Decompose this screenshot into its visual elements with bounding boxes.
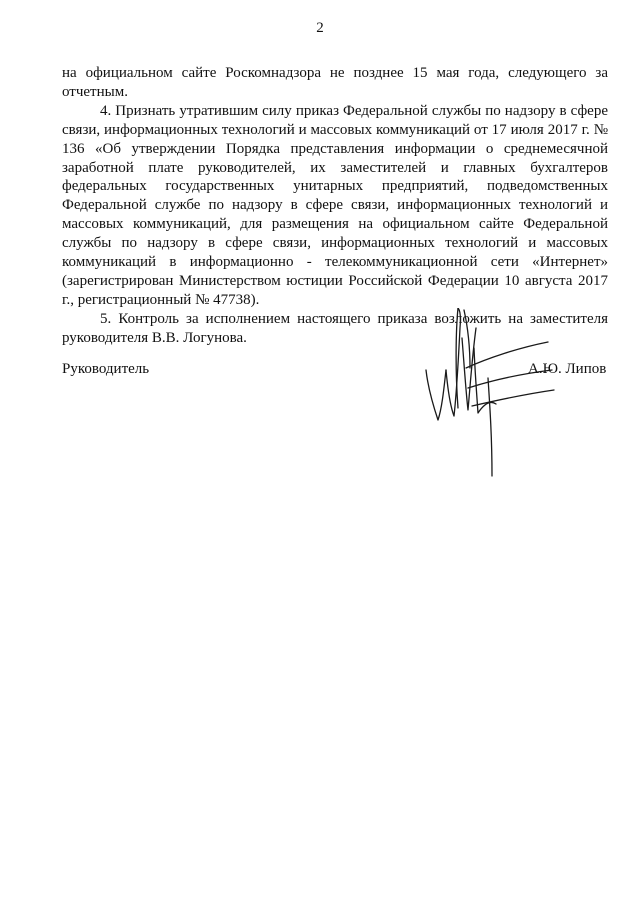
document-body bbox=[62, 64, 608, 348]
page-number: 2 bbox=[316, 20, 324, 36]
paragraph-continuation: на официальном сайте Роскомнадзора не позднее 15 мая года, следующего за отчетным. bbox=[62, 65, 608, 100]
signatory-title: Руководитель bbox=[62, 361, 150, 377]
handwritten-signature bbox=[408, 308, 558, 478]
paragraph-item-5: 5. Контроль за исполнением настоящего приказа возложить на заместителя руководителя В.В. Логунова. bbox=[62, 310, 608, 346]
paragraph-item-4: 4. Признать утратившим силу приказ Федеральной службы по надзору в сфере связи, информационных технологий и массовых коммуникаций от 17 июля 2017 г. № 136 «Об утверждении Порядка представления информации о среднемесячной заработной плате руководителей, их заместителей и главных бухгалтеров федеральных государственных унитарных предприятий, подведомственных Федеральной службе по надзору в сфере связи, информационных технологий и массовых коммуникаций, для размещения на официальном сайте Федеральной службы по надзору в сфере связи, информационных технологий и массовых коммуникаций в информационно - телекоммуникационной сети «Интернет» (зарегистрирован Министерством юстиции Российской Федерации 10 августа 2017 г., регистрационный № 47738). bbox=[62, 102, 608, 308]
signatory-name: А.Ю. Липов bbox=[528, 361, 607, 377]
